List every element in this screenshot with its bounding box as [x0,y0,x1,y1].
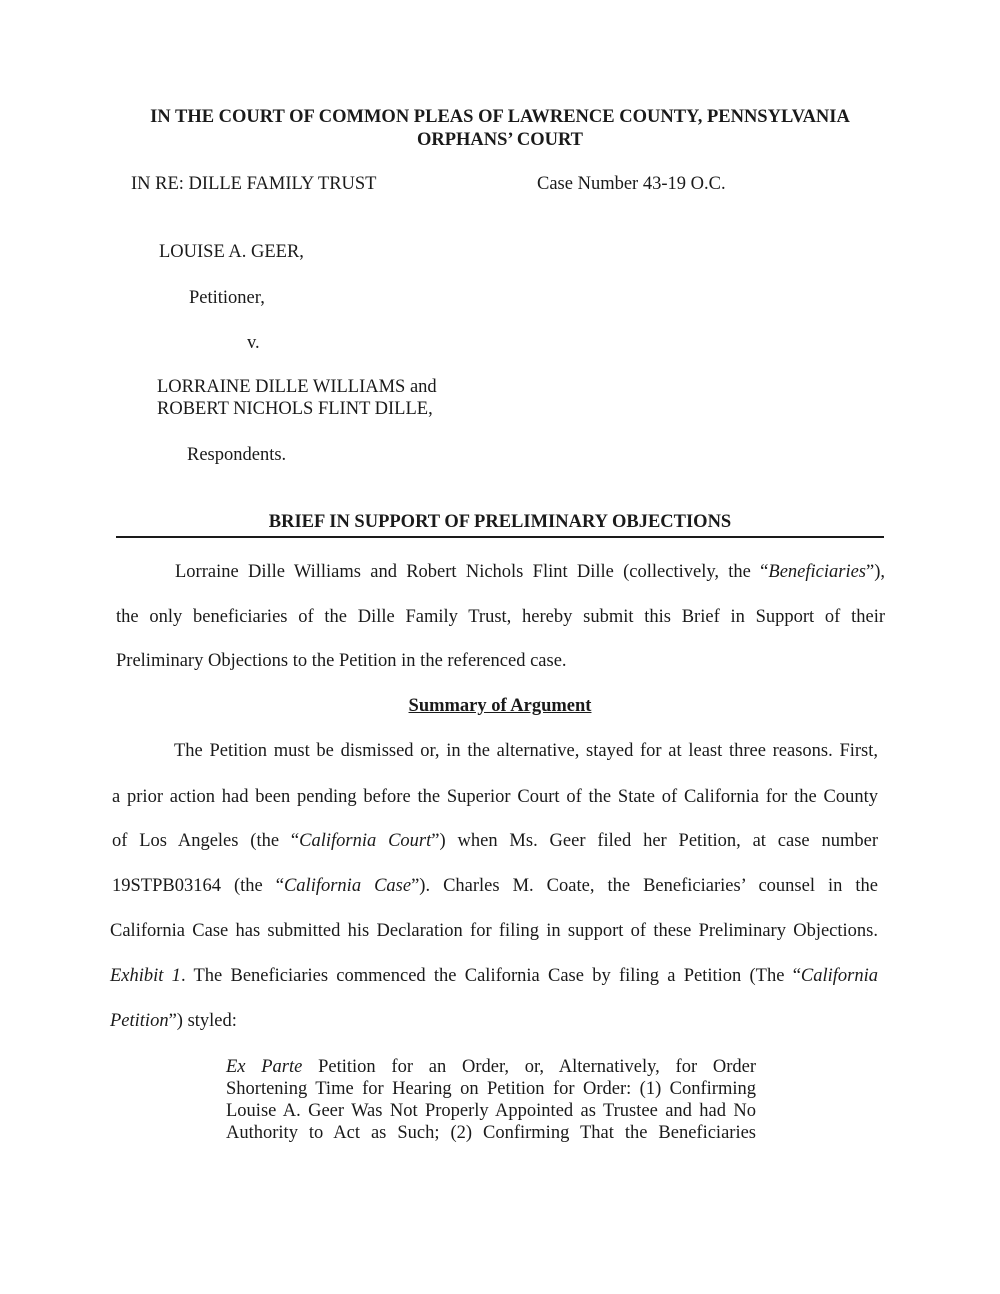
case-number: Case Number 43-19 O.C. [537,174,726,194]
argument-text: ”) styled: [168,1011,237,1031]
summary-heading [0,696,1000,717]
petitioner-role: Petitioner, [189,288,265,308]
title-rule [116,536,884,538]
quote-line-1 [226,1056,756,1079]
intro-line-2: the only beneficiaries of the Dille Family Trust, hereby submit this Brief in Support of their [116,607,885,627]
quote-line-2: Shortening Time for Hearing on Petition for Order: (1) Confirming [226,1079,756,1099]
petitioner-name: LOUISE A. GEER, [159,242,304,262]
argument-line-3 [112,831,878,852]
quote-line-3: Louise A. Geer Was Not Properly Appointed as Trustee and had No [226,1101,756,1121]
argument-line-6 [110,966,878,987]
argument-line-1: The Petition must be dismissed or, in the alternative, stayed for at least three reasons. First, [174,741,878,761]
petition-term: Petition [110,1011,169,1031]
summary-heading-text: Summary of Argument [408,696,592,716]
exhibit-reference: Exhibit 1 [110,966,181,986]
intro-text: Lorraine Dille Williams and Robert Nichols Flint Dille (collectively, the “ [175,562,769,582]
argument-text: of Los Angeles (the “ [112,831,300,851]
california-petition-term: California [800,966,879,986]
versus: v. [247,333,260,353]
quote-text: Petition for an Order, or, Alternatively, for Order [302,1057,756,1077]
beneficiaries-defined-term: Beneficiaries [768,562,866,582]
argument-line-7 [110,1011,878,1032]
argument-line-4 [112,876,878,897]
intro-line-3: Preliminary Objections to the Petition in the referenced case. [116,651,567,671]
in-re-caption: IN RE: DILLE FAMILY TRUST [131,174,377,194]
argument-text: ”). Charles M. Coate, the Beneficiaries’ counsel in the [411,876,878,896]
california-case-term: California Case [283,876,412,896]
argument-line-5: California Case has submitted his Declaration for filing in support of these Preliminary Objections. [110,921,878,941]
ex-parte-term: Ex Parte [226,1057,303,1077]
argument-line-2: a prior action had been pending before the Superior Court of the State of California for the County [112,787,878,807]
argument-text: . The Beneficiaries commenced the California Case by filing a Petition (The “ [180,966,801,986]
intro-line-1 [175,562,885,583]
intro-text: ”), [866,562,885,582]
brief-title: BRIEF IN SUPPORT OF PRELIMINARY OBJECTIONS [268,512,732,532]
quote-line-4: Authority to Act as Such; (2) Confirming That the Beneficiaries [226,1123,756,1143]
california-court-term: California Court [299,831,432,851]
court-name-line2: ORPHANS’ COURT [416,130,584,150]
respondent-line2: ROBERT NICHOLS FLINT DILLE, [157,399,433,419]
court-name-line1: IN THE COURT OF COMMON PLEAS OF LAWRENCE COUNTY, PENNSYLVANIA [150,107,850,127]
argument-text: 19STPB03164 (the “ [112,876,284,896]
respondent-role: Respondents. [187,445,287,465]
respondent-line1: LORRAINE DILLE WILLIAMS and [157,377,437,397]
argument-text: ”) when Ms. Geer filed her Petition, at case number [431,831,878,851]
